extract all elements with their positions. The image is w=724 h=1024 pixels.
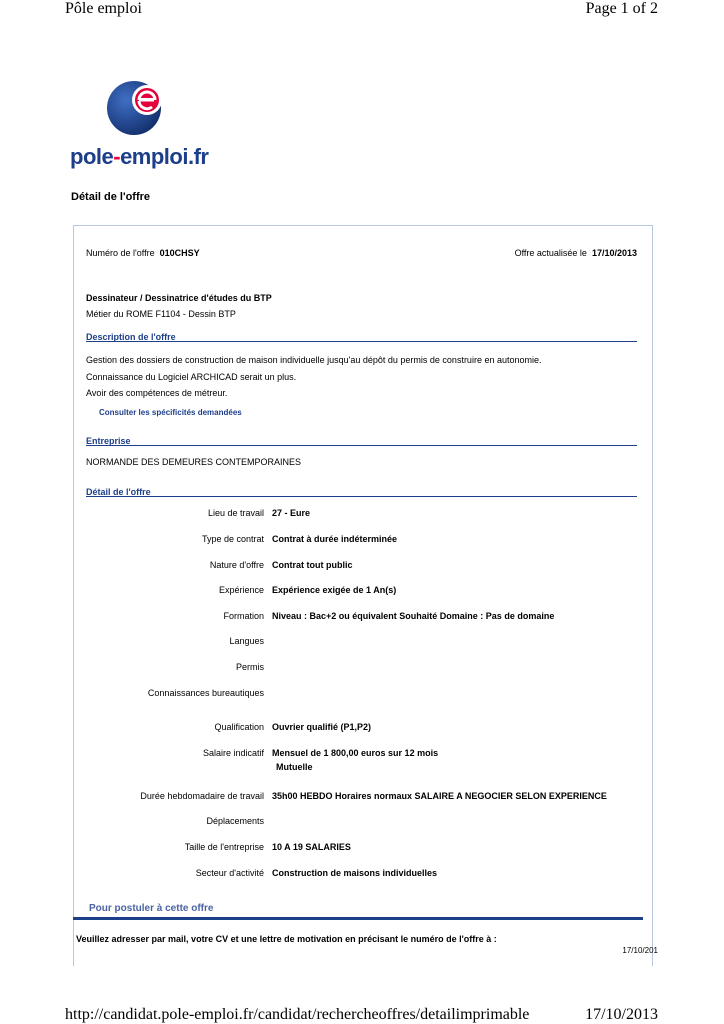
detail-value: Mensuel de 1 800,00 euros sur 12 mois	[272, 748, 439, 758]
company-name: NORMANDE DES DEMEURES CONTEMPORAINES	[86, 457, 302, 467]
detail-label: Nature d'offre	[209, 560, 264, 570]
detail-label: Lieu de travail	[207, 508, 264, 518]
pole-emploi-logo	[70, 80, 210, 170]
detail-value: Ouvrier qualifié (P1,P2)	[272, 722, 372, 732]
detail-value: Contrat à durée indéterminée	[272, 534, 398, 544]
detail-value: 35h00 HEBDO Horaires normaux SALAIRE A NEGOCIER SELON EXPERIENCE	[272, 791, 607, 801]
detail-value: Expérience exigée de 1 An(s)	[272, 585, 397, 595]
offer-updated	[515, 248, 637, 258]
description-line: Gestion des dossiers de construction de maison individuelle jusqu'au dépôt du permis de construire en autonomie.	[86, 355, 542, 365]
description-line: Avoir des compétences de métreur.	[86, 388, 228, 398]
logo-e-icon	[106, 80, 170, 136]
offer-updated-label: Offre actualisée le	[514, 248, 587, 258]
detail-label: Connaissances bureautiques	[147, 688, 264, 698]
apply-divider	[73, 917, 643, 920]
detail-label: Déplacements	[206, 816, 264, 826]
print-footer-date: 17/10/2013	[585, 1006, 658, 1023]
job-rome: Métier du ROME F1104 - Dessin BTP	[86, 309, 236, 319]
detail-label: Qualification	[214, 722, 264, 732]
logo-wordmark: pole-emploi.fr	[70, 144, 209, 169]
detail-label: Langues	[229, 636, 264, 646]
offer-meta	[86, 248, 637, 258]
detail-label: Taille de l'entreprise	[184, 842, 264, 852]
detail-value: Contrat tout public	[272, 560, 353, 570]
detail-value: Construction de maisons individuelles	[272, 868, 438, 878]
detail-value-secondary: Mutuelle	[276, 762, 313, 772]
detail-value: Niveau : Bac+2 ou équivalent Souhaité Domaine : Pas de domaine	[272, 611, 555, 621]
detail-value: 27 - Eure	[272, 508, 311, 518]
section-details-title: Détail de l'offre	[86, 485, 637, 497]
detail-label: Salaire indicatif	[202, 748, 264, 758]
detail-label: Durée hebdomadaire de travail	[140, 791, 264, 801]
print-footer-url: http://candidat.pole-emploi.fr/candidat/rechercheoffres/detailimprimable	[65, 1006, 530, 1023]
description-line: Connaissance du Logiciel ARCHICAD serait un plus.	[86, 371, 297, 382]
apply-section-title: Pour postuler à cette offre	[89, 903, 214, 914]
section-description-title: Description de l'offre	[86, 330, 637, 342]
detail-label: Secteur d'activité	[195, 868, 264, 878]
consult-specificities-link[interactable]: Consulter les spécificités demandées	[99, 408, 242, 417]
page-date: 17/10/201	[622, 946, 658, 955]
section-company-title: Entreprise	[86, 434, 637, 446]
print-header	[65, 0, 658, 24]
print-header-title: Pôle emploi	[65, 0, 142, 17]
offer-number-value: 010CHSY	[159, 248, 200, 258]
detail-value: 10 A 19 SALARIES	[272, 842, 351, 852]
page-title: Détail de l'offre	[71, 191, 151, 203]
job-title: Dessinateur / Dessinatrice d'études du BTP	[86, 293, 272, 303]
offer-number-label: Numéro de l'offre	[86, 248, 155, 258]
job-description	[86, 352, 637, 402]
offer-updated-value: 17/10/2013	[591, 248, 637, 258]
detail-label: Type de contrat	[201, 534, 264, 544]
print-header-page-count: Page 1 of 2	[585, 0, 658, 17]
detail-label: Expérience	[218, 585, 264, 595]
detail-label: Permis	[235, 662, 264, 672]
apply-instructions: Veuillez adresser par mail, votre CV et une lettre de motivation en précisant le numéro de l'offre à :	[76, 934, 497, 944]
detail-label: Formation	[223, 611, 264, 621]
